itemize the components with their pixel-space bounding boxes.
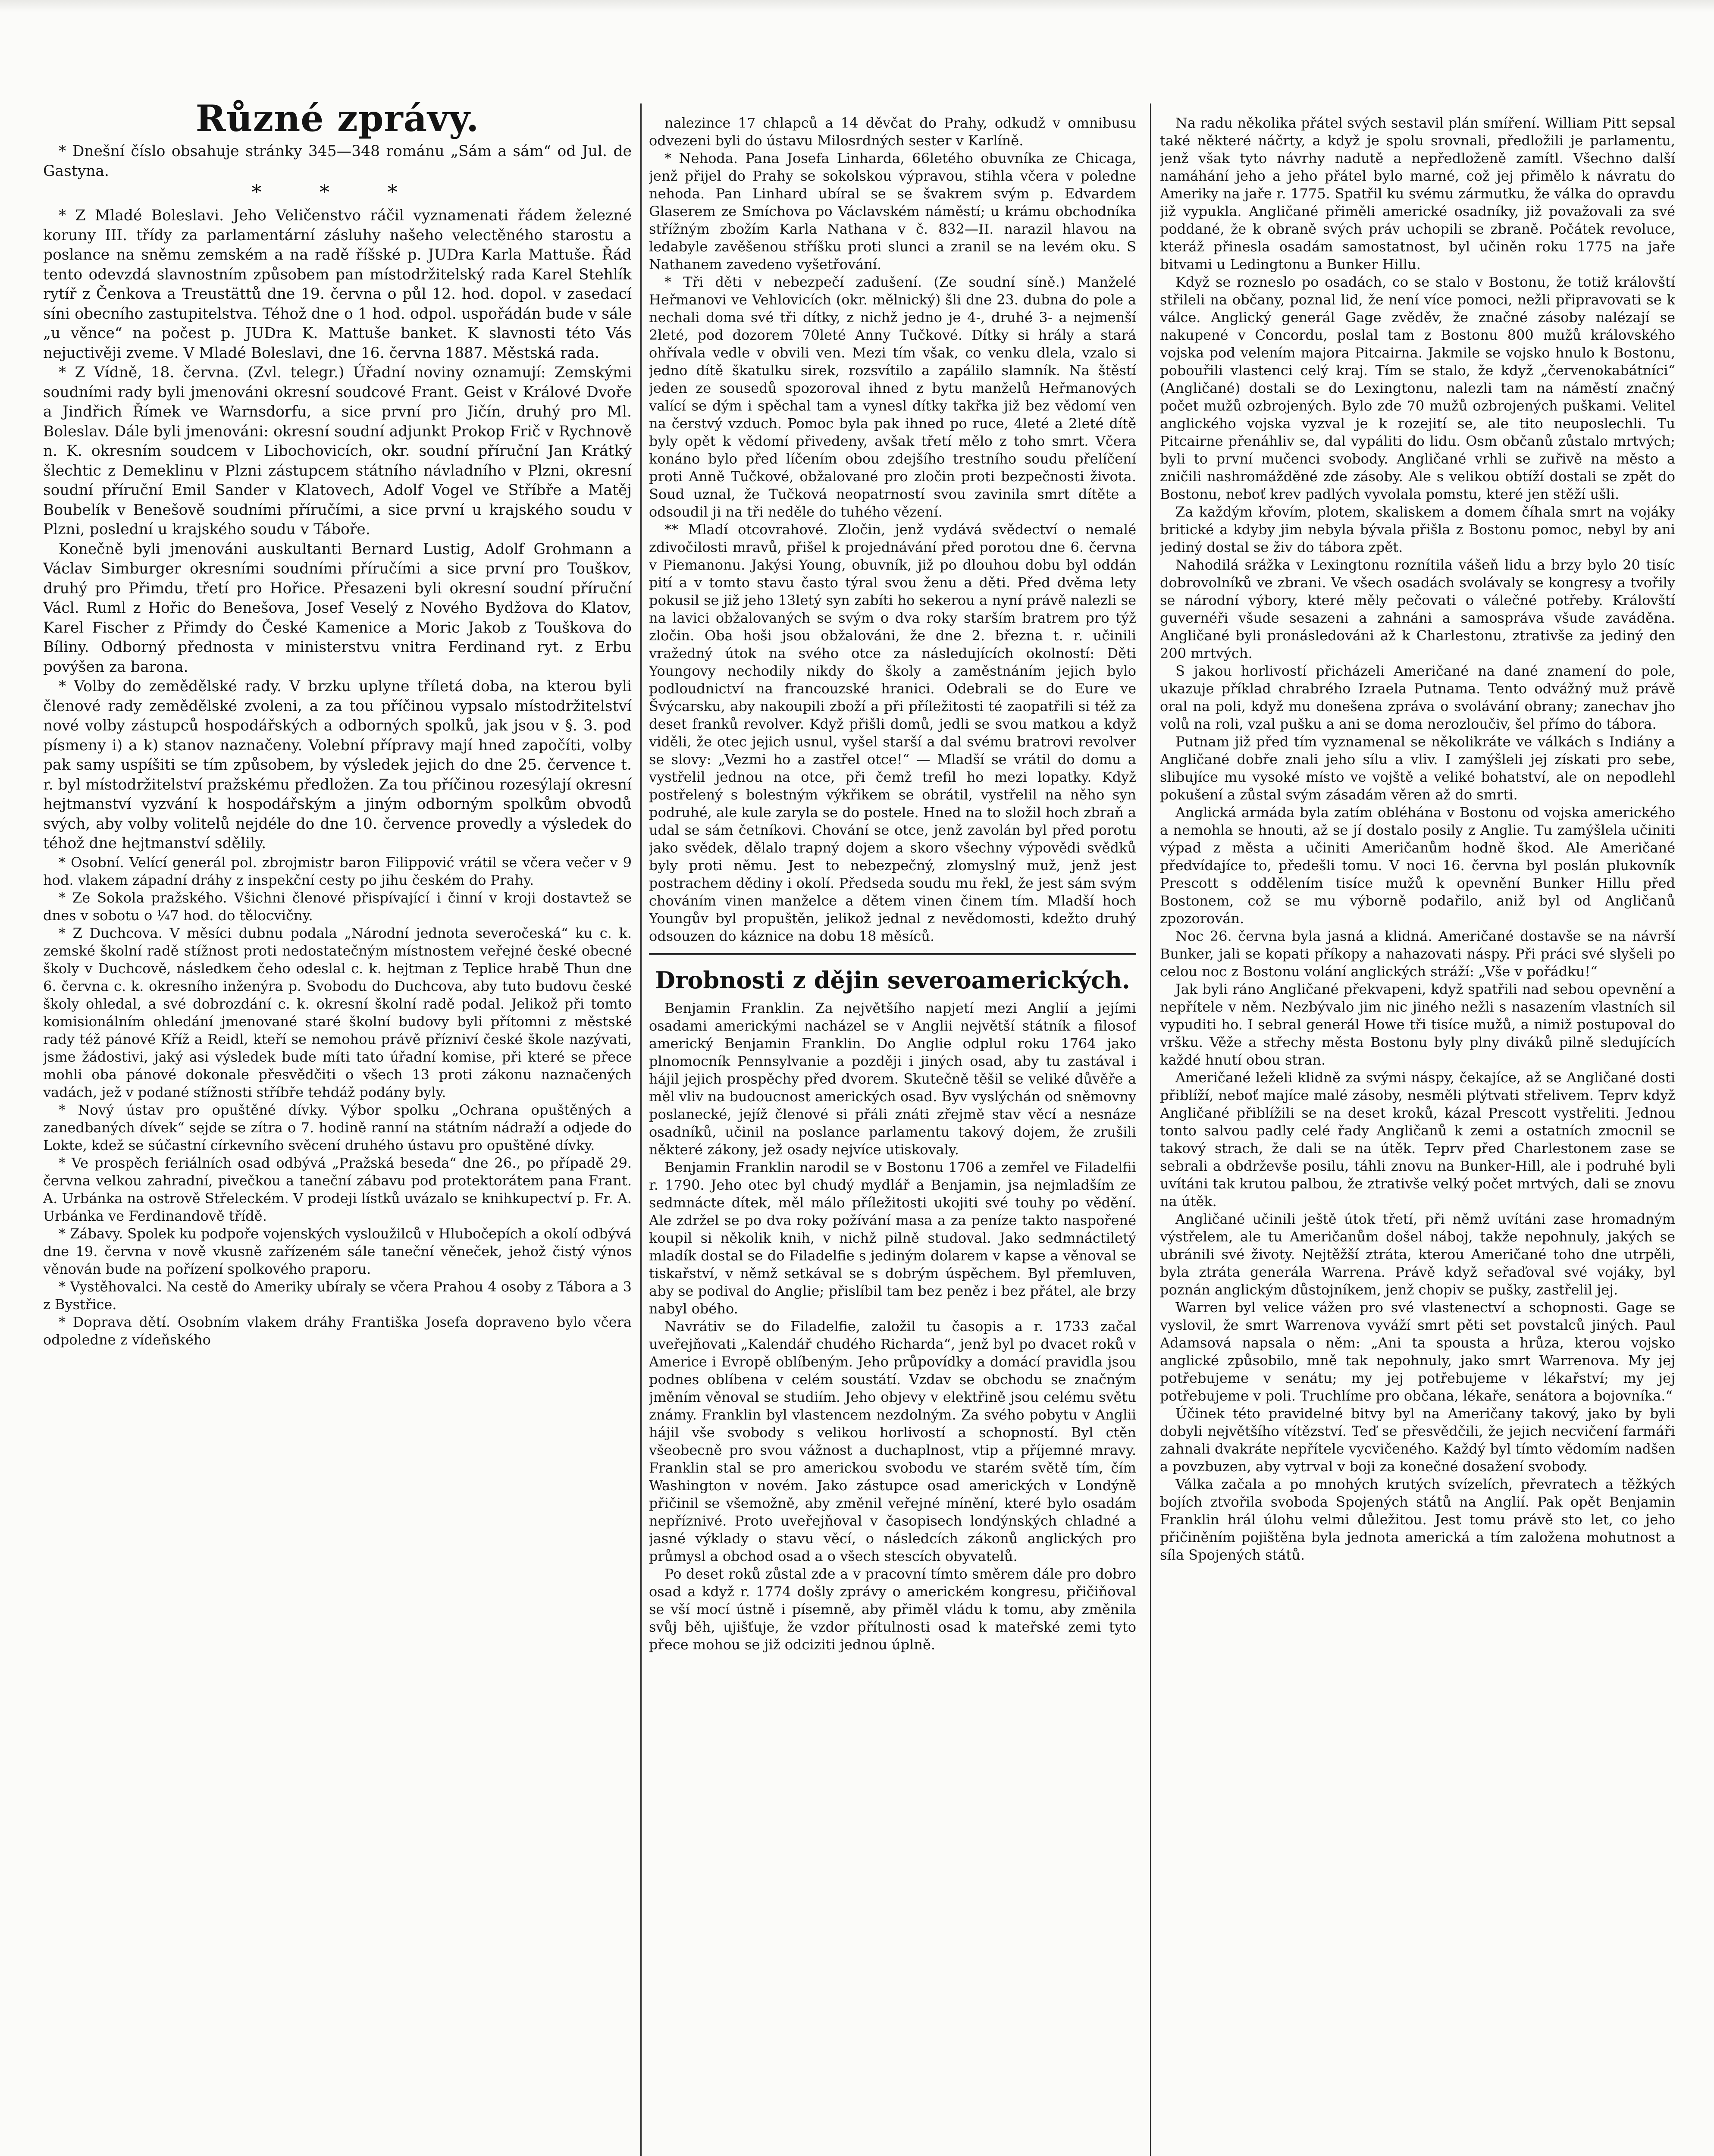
- paragraph-young-parricides: ** Mladí otcovrahové. Zločin, jenž vydává svědectví o nemalé zdivočilosti mravů, přišel k projednávání před porotou dne 6. června v Piemanonu. Jakýsi Young, obuvník, již po dlouhou dobu byl oddán pití a v tomto stavu často týral svou ženu a děti. Před dvěma lety pokusil se již jeho 13letý syn zabíti ho sekerou a nyní právě nalezli se na lavici obžalovaných se svým o dva roky starším bratrem pro týž zločin. Oba hoši jsou obžalováni, že dne 2. března t. r. učinili vražedný útok na svého otce za následujících okolností: Děti Youngovy nechodily nikdy do školy a zaměstnáním jejich bylo podloudnictví na francouzské hranici. Odebrali se do Eure ve Švýcarsku, aby nakoupili zboží a při příležitosti té zaopatřili si též za deset franků revolver. Když přišli domů, jedli se svou matkou a když viděli, že otec jejich usnul, vyšel starší a dal svému bratrovi revolver se slovy: „Vezmi ho a zastřel otce!“ — Mladší se vrátil do domu a vystřelil jednou na otce, při čemž trefil ho mezi lopatky. Když postřelený s bolestným výkřikem se obrátil, vystřelil na něho syn podruhé, ale kule zaryla se do postele. Hned na to složil hoch zbraň a udal se sám četníkovi. Chování se otce, jenž zavolán byl před porotu jako svědek, dělalo trapný dojem a skoro všechny výpovědi svědků byly proti němu. Jest to nebezpečný, zlomyslný muž, jenž jest postrachem dědiny i okolí. Předseda soudu mu řekl, že jest sám svým chováním vinen manželce a dětem vinen činem tím. Mladší hoch Youngův byl propuštěn, jelikož jednal z nevědomosti, kdežto druhý odsouzen do káznice na dobu 18 měsíců.: [649, 521, 1136, 944]
- paragraph-third-attack: Angličané učinili ještě útok třetí, při němž uvítáni zase hromadným výstřelem, ale tu Američanům došel náboj, takže nepohnuly, jakých se ubránili své životy. Nejtěžší ztráta, kterou Američané toho dne utrpěli, byla ztráta generála Warrena. Právě když seřaďoval své vojáky, byl poznán anglickým důstojníkem, jenž chopiv se pušky, zastřelil jej.: [1160, 1211, 1675, 1298]
- page-edge: [0, 0, 1714, 12]
- paragraph-sokol: * Ze Sokola pražského. Všichni členové přispívající i činní v kroji dostavtež se dnes v sobotu o ¼7 hod. do tělocvičny.: [43, 889, 632, 924]
- paragraph-battle-effect: Účinek této pravidelné bitvy byl na Američany takový, jako by byli dobyli největšího vítězství. Teď se přesvědčili, že jejich necvičení farmáři zahnali dvakráte nepřítele vycvičeného. Každý byl tímto vědomím nadšen a povzbuzen, aby vytrval v boji za konečné dosažení svobody.: [1160, 1405, 1675, 1475]
- column-2: [649, 114, 1136, 2156]
- paragraph-agricultural-elections: * Volby do zemědělské rady. V brzku uplyne tříletá doba, na kterou byli členové rady zemědělské zvoleni, a za tou příčinou vypsalo místodržitelství nové volby zástupců hospodářských a odborných spolků, jak jsou v §. 3. pod písmeny i) a k) stanov naznačeny. Volební přípravy mají hned započíti, volby pak samy uspíšiti se tím způsobem, by výsledek jejich do dne 25. července t. r. byl místodržitelství pražskému předložen. Za tou příčinou rozesýlají okresní hejtmanství vyzvání k hospodářským a jiným odborným spolkům obvodů svých, aby volby volitelů nejdéle do dne 10. července provedly a výsledek do téhož dne hejtmanství sdělily.: [43, 678, 632, 852]
- section-title-ruzne-zpravy: Různé zprávy.: [195, 97, 479, 140]
- paragraph-bunker-night: Noc 26. června byla jasná a klidná. Američané dostavše se na návrší Bunker, jali se kopati příkopy a nahazovati náspy. Při práci své slyšeli po celou noc z Bostonu volání anglických stráží: „Vše v pořádku!“: [1160, 928, 1675, 980]
- asterism-divider: * * *: [251, 180, 423, 204]
- paragraph-holiday-colonies: * Ve prospěch feriálních osad odbývá „Pražská beseda“ dne 26., po případě 29. června velkou zahradní, pivečkou a taneční zábavu pod protektorátem pana Frant. A. Urbánka na ostrově Střeleckém. V prodeji lístků uvázalo se knihkupectví p. Fr. A. Urbánka ve Ferdinandově třídě.: [43, 1154, 632, 1224]
- paragraph-franklin-intro: Benjamin Franklin. Za největšího napjetí mezi Anglií a jejími osadami americkými nacházel se v Anglii největší státník a filosof americký Benjamin Franklin. Do Anglie odplul roku 1764 jako plnomocník Pennsylvanie a později i jiných osad, aby tu zastával i hájil jejich prospěchy před dvorem. Skutečně těšil se veliké důvěře a měl vliv na budoucnost amerických osad. Byv vyslýchán od sněmovny poslanecké, jejíž členové si přáli znáti zřejmě stav věcí a nesnáze osadníků, učinil na poslance parlamentu takový dojem, že zrušili některé zákony, jež osady nejvíce utiskovaly.: [649, 1000, 1136, 1158]
- paragraph-war-conclusion: Válka začala a po mnohých krutých svízelích, převratech a těžkých bojích ztvořila svoboda Spojených států na Anglií. Pak opět Benjamin Franklin hrál úlohu velmi důležitou. Jest tomu právě sto let, co jeho přičiněním pojištěna byla jednota americká a tím založena mohutnost a síla Spojených států.: [1160, 1476, 1675, 1563]
- paragraph-reconciliation: Na radu několika přátel svých sestavil plán smíření. William Pitt sepsal také některé náčrty, a když je spolu srovnali, předložili je parlamentu, jenž však tyto návrhy nadutě a nepředloženě zamítl. Všechno další namáhání jeho a jeho přátel bylo marné, což jej přimělo k návratu do Ameriky na jaře r. 1775. Spatřil ku svému zármutku, že válka do opravdu již vypukla. Angličané přiměli americké osadníky, již považovali za své poddané, že k obraně svých práv uchopili se zbraně. Počátek revoluce, kteráž přinesla osadám samostatnost, byl učiněn roku 1775 na jaře bitvami u Ledingtonu a Bunker Hillu.: [1160, 115, 1675, 273]
- paragraph-putnam-loyalty: Putnam již před tím vyznamenal se několikráte ve válkách s Indiány a Angličané dobře znali jeho sílu a vliv. I zamýšleli jej získati pro sebe, slibujíce mu vysoké místo ve vojště a veliké bohatství, ale on nepodlehl pokušení a zůstal svým zásadám věren až do smrti.: [1160, 733, 1675, 803]
- paragraph-girls-institute: * Nový ústav pro opuštěné dívky. Výbor spolku „Ochrana opuštěných a zanedbaných dívek“ sejde se zítra o 7. hodině ranní na státním nádraží a odjede do Lokte, kdež se súčastní církevního svěcení druhého ústavu pro opuštěné dívky.: [43, 1101, 632, 1153]
- paragraph-personal: * Osobní. Velící generál pol. zbrojmistr baron Filippović vrátil se včera večer v 9 hod. vlakem západní dráhy z inspekční cesty po jihu českém do Prahy.: [43, 854, 632, 888]
- paragraph-foundlings: nalezince 17 chlapců a 14 děvčat do Prahy, odkudž v omnibusu odvezeni byli do ústavu Milosrdných sester v Karlíně.: [649, 115, 1136, 149]
- paragraph-children-transport: * Doprava dětí. Osobním vlakem dráhy Františka Josefa dopraveno bylo včera odpoledne z vídeňského: [43, 1313, 632, 1348]
- paragraph-battle: Američané leželi klidně za svými náspy, čekajíce, až se Angličané dosti přiblíží, neboť majíce malé zásoby, nesměli plýtvati střelivem. Teprv když Angličané přiblížili se na deset kroků, kázal Prescott vystřeliti. Jednou tonto salvou padly celé řady Angličanů k zemi a ostatních zmocnil se takový strach, že dali se na útěk. Teprv před Charlestonem zase se sebrali a obdrževše posilu, táhli znovu na Bunker-Hill, ale i podruhé byli uvítáni tak krutou palbou, že ztrativše velký počet mrtvých, dali se znovu na útěk.: [1160, 1069, 1675, 1210]
- column-3: [1160, 114, 1675, 2156]
- paragraph-warren: Warren byl velice vážen pro své vlastenectví a schopnosti. Gage se vyslovil, že smrt Warrenova vyváží smrt pěti set povstalců jiných. Paul Adamsová napsala o něm: „Ani ta spousta a hrůza, kterou vojsko anglické způsobilo, mně tak nepohnuly, jako smrt Warrenova. My jej potřebujeme v senátu; my jej potřebujeme v lékařství; my jej potřebujeme v poli. Truchlíme pro občana, lékaře, senátora a bojovníka.“: [1160, 1299, 1675, 1404]
- paragraph-emigrants: * Vystěhovalci. Na cestě do Ameriky ubíraly se včera Prahou 4 osoby z Tábora a 3 z Bystřice.: [43, 1278, 632, 1313]
- paragraph-lexington: Když se rozneslo po osadách, co se stalo v Bostonu, že totiž královští střileli na občany, poznal lid, že není více pomoci, nežli připravovati se k válce. Anglický generál Gage zvěděv, že značné zásoby nalézají se nakupené v Concordu, poslal tam z Bostonu 800 mužů královského vojska pod velením majora Pitcairna. Jakmile se vojsko hnulo k Bostonu, pobouřili vlastenci celý kraj. Tím se stalo, že když „červenokabátníci“ (Angličané) dostali se do Lexingtonu, nalezli tam na náměstí značný počet mužů ozbrojených. Bylo zde 70 mužů ozbrojených puškami. Velitel anglického vojska vyzval je k rozejití se, ale tito neuposlechli. Tu Pitcairne přenáhliv se, dal vypáliti do lidu. Osm občanů zůstalo mrtvých; byli to první mučenci svobody. Angličané vrhli se zuřivě na město a zničili nashromážděné zde zásoby. Ale s velikou obtíží dostali se zpět do Bostonu, neboť krev padlých vyvolala pomstu, které jen stěží ušli.: [1160, 274, 1675, 502]
- paragraph-auscultants: Konečně byli jmenováni auskultanti Bernard Lustig, Adolf Grohmann a Václav Simburger okresními soudními příručími a sice první pro Touškov, druhý pro Přimdu, třetí pro Hořice. Přesazeni byli okresní soudní příruční Václ. Ruml z Hořic do Benešova, Josef Veselý z Nového Bydžova do Klatov, Karel Fischer z Přimdy do České Kamenice a Moric Jakob z Touškova do Bíliny. Odborný přednosta v ministerstvu vnitra Ferdinand ryt. z Erbu povýšen za barona.: [43, 540, 632, 676]
- paragraph-putnam: S jakou horlivostí přicházeli Američané na dané znamení do pole, ukazuje příklad chrabrého Izraela Putnama. Tento odvážný muž právě oral na poli, když mu donešena zpráva o svolávání obrany; zanechav jho volů na roli, vzal pušku a ani se doma nerozloučiv, šel přímo do tábora.: [1160, 663, 1675, 732]
- column-1: [43, 97, 632, 2156]
- paragraph-three-children: * Tři děti v nebezpečí zadušení. (Ze soudní síně.) Manželé Heřmanovi ve Vehlovicích (okr. mělnický) šli dne 23. dubna do pole a nechali doma své tři dítky, z nichž jedno je 4-, druhé 3- a nejmenší 2leté, pod dozorem 70leté Anny Tučkové. Dítky si hrály a stará ohřívala vedle v obvili ven. Mezi tím však, co venku dlela, vzalo si jedno dítě škatulku sirek, rozsvítilo a zapálilo slamník. Na štěstí jeden ze sousedů spozoroval ihned z bytu manželů Heřmanových valící se dým i spěchal tam a vynesl dítky takřka již bez vědomí ven na čerstvý vzduch. Pomoc byla pak ihned po ruce, 4leté a 2leté dítě byly opět k vědomí přivedeny, avšak třetí mělo z toho smrt. Včera konáno bylo před líčením obou zdejšího trestního soudu přelíčení proti Anně Tučkové, obžalované pro zločin proti bezpečnosti života. Soud uznal, že Tučková neopatrností svou zavinila smrt dítěte a odsoudil ji na tři neděle do tuhého vězení.: [649, 274, 1136, 520]
- column-rule-1: [640, 103, 642, 2156]
- paragraph-ambush: Za každým křovím, plotem, skaliskem a domem číhala smrt na vojáky britické a kdyby jim nebyla bývala přišla z Bostonu pomoc, nebyl by ani jediný dostal se živ do tábora zpět.: [1160, 504, 1675, 555]
- section-title-drobnosti: Drobnosti z dějin severoamerických.: [649, 953, 1136, 995]
- paragraph-novel-notice: * Dnešní číslo obsahuje stránky 345—348 románu „Sám a sám“ od Jul. de Gastyna.: [43, 143, 632, 180]
- paragraph-entertainment: * Zábavy. Spolek ku podpoře vojenských vysloužilců v Hlubočepích a okolí odbývá dne 19. června v nově vkusně zařízeném sále taneční věneček, jehož čistý výnos věnován bude na pořízení spolkového praporu.: [43, 1225, 632, 1277]
- column-rule-2: [1150, 103, 1151, 2156]
- paragraph-franklin-philadelphia: Navrátiv se do Filadelfie, založil tu časopis a r. 1733 začal uveřejňovati „Kalendář chudého Richarda“, jenž byl po dvacet roků v Americe i Evropě oblíbeným. Jeho průpovídky a domácí pravidla jsou podnes oblíbena v celém soustátí. Vzdav se obchodu se značným jměním věnoval se studiím. Jeho objevy v elektřině jsou celému světu známy. Franklin byl vlastencem nezdolným. Za svého pobytu v Anglii hájil vše svobody s velikou horlivostí a schopností. Byl ctěn všeobecně pro svou vážnost a duchaplnost, vtip a příjemné mravy. Franklin stal se pro americkou svobodu ve starém světě tím, čím Washington v novém. Jako zástupce osad amerických v Londýně přičinil se všemožně, aby změnil veřejné mínění, které bylo osadám nepříznivé. Proto uveřejňoval v časopisech londýnských chladné a jasné výklady o stavu věcí, o následcích zákonů anglických pro průmysl a obchod osad a o všech stescích obyvatelů.: [649, 1318, 1136, 1564]
- paragraph-franklin-ten-years: Po deset roků zůstal zde a v pracovní tímto směrem dále pro dobro osad a když r. 1774 došly zprávy o americkém kongresu, přičiňoval se vší mocí ústně i písemně, aby přiměl vládu k tomu, aby změnila svůj běh, ujišťuje, že vzdor přítulnosti osad k mateřské zemi tyto přece mohou se již odciziti jednou úplně.: [649, 1566, 1136, 1653]
- paragraph-accident: * Nehoda. Pana Josefa Linharda, 66letého obuvníka ze Chicaga, jenž přijel do Prahy se sokolskou výpravou, stihla včera v poledne nehoda. Pan Linhard ubíral se se švakrem svým p. Edvardem Glaserem ze Smíchova po Václavském náměstí; u krámu obchodníka střížným zbožím Karla Nathana v č. 832—II. narazil hlavou na ledabyle zavěšenou stříšku proti slunci a zranil se na levém oku. S Nathanem zavedeno vyšetřování.: [649, 150, 1136, 273]
- paragraph-volunteers: Nahodilá srážka v Lexingtonu roznítila vášeň lidu a brzy bylo 20 tisíc dobrovolníků ve zbrani. Ve všech osadách svolávaly se kongresy a tvořily se národní výbory, které měly pečovati o válečné potřeby. Královští guvernéři všude sesazeni a zahnáni a samospráva všude zaváděna. Angličané byli pronásledováni až k Charlestonu, ztrativše za jediný den 200 mrtvých.: [1160, 557, 1675, 661]
- paragraph-franklin-birth: Benjamin Franklin narodil se v Bostonu 1706 a zemřel ve Filadelfii r. 1790. Jeho otec byl chudý mydlář a Benjamin, jsa nejmladším ze sedmnácte dítek, měl málo příležitosti ukojiti své touhy po vědění. Ale zdržel se po dva roky požívání masa a za peníze takto naspořené koupil si několik knih, v nichž pilně studoval. Jako sedmnáctiletý mladík dostal se do Filadelfie s jediným dolarem v kapse a věnoval se tiskařství, v němž setkával se s dobrým úspěchem. Byl přemluven, aby se podival do Anglie; přislíbil tam bez peněz i bez přátel, ale brzy nabyl obého.: [649, 1159, 1136, 1317]
- paragraph-mlada-boleslav: * Z Mladé Boleslavi. Jeho Veličenstvo ráčil vyznamenati řádem železné koruny III. třídy za parlamentární zásluhy našeho velectěného starostu a poslance na sněmu zemském a na radě říšské p. JUDra Karla Mattuše. Řád tento odevzdá slavnostním způsobem pan místodržitelský rada Karel Stehlík rytíř z Čenkova a Treustättů dne 19. června o půl 12. hod. dopol. v zasedací síni obecního zastupitelstva. Téhož dne o 1 hod. odpol. uspořádán bude v sále „u věnce“ na počest p. JUDra K. Mattuše banket. K slavnosti této Vás nejuctivěji zveme. V Mladé Boleslavi, dne 16. června 1887. Městská rada.: [43, 207, 632, 362]
- paragraph-morning-surprise: Jak byli ráno Angličané překvapeni, když spatřili nad sebou opevnění a nepřítele v něm. Nezbývalo jim nic jiného nežli s nasazením vlastních sil vypuditi ho. I sebral generál Howe tři tisíce mužů, a nimiž postupoval do vršku. Věže a střechy města Bostonu byly plny diváků pilně sledujících každé hnutí obou stran.: [1160, 981, 1675, 1068]
- paragraph-boston-siege: Anglická armáda byla zatím obléhána v Bostonu od vojska amerického a nemohla se hnouti, až se jí dostalo posily z Anglie. Tu zamýšlela učiniti výpad z města a učiniti Američanům hodně škod. Ale Američané předvídajíce to, předešli tomu. V noci 16. června byl poslán plukovník Prescott s oddělením tisíce mužů k opevnění Bunker Hillu před Bostonem, což se mu výborně podařilo, aniž byl od Angličanů zpozorován.: [1160, 804, 1675, 927]
- paragraph-vienna-appointments: * Z Vídně, 18. června. (Zvl. telegr.) Úřadní noviny oznamují: Zemskými soudními rady byli jmenováni okresní soudcové Frant. Geist v Králové Dvoře a Jindřich Římek ve Warnsdorfu, a sice první pro Jičín, druhý pro Ml. Boleslav. Dále byli jmenováni: okresní soudní adjunkt Prokop Frič v Rychnově n. K. okresním soudcem v Libochovicích, okr. soudní příruční Jan Krátký šlechtic z Demeklinu v Plzni zástupcem státního návladního v Plzni, okresní soudní příruční Emil Sander v Klatovech, Adolf Vogel ve Stříbře a Matěj Boubelík v Benešově soudními příručími, a sice první u krajského soudu v Plzni, poslední u krajského soudu v Táboře.: [43, 364, 632, 538]
- paragraph-duchcov: * Z Duchcova. V měsíci dubnu podala „Národní jednota severočeská“ ku c. k. zemské školní radě stížnost proti nedostatečným místnostem veřejné české obecné školy v Duchcově, následkem čeho odeslal c. k. hejtman z Teplice hrabě Thun dne 6. června c. k. okresního inženýra p. Svobodu do Duchcova, aby tuto budovu české školy ohledal, a své dobrozdání c. k. okresní školní radě podal. Jelikož při tomto komisionálním ohledání jmenované staré školní budovy byli přítomni z městské rady též pánové Kříž a Reidl, kteří se nemohou právě přízniví české škole nazývati, jsme žádostivi, jaký asi výsledek bude míti tato úřadní komise, při které se přece mohli oba pánové dokonale přesvědčiti o všech 13 proti zákonu naznačených vadách, jež v podané stížnosti stříbře tehdáž podány byly.: [43, 924, 632, 1100]
